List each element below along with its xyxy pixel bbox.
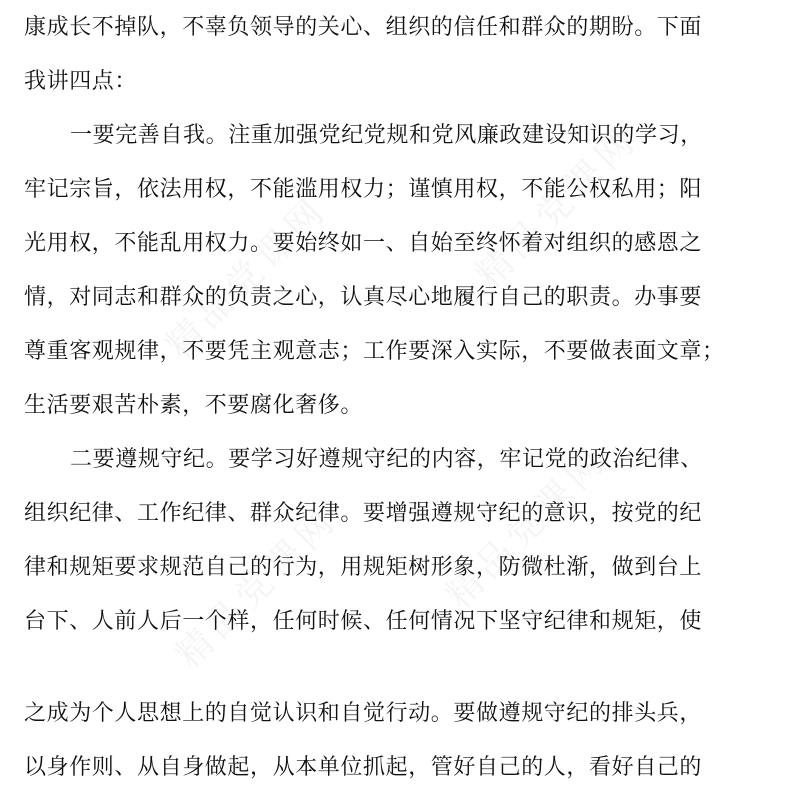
watermark: 精品党课网: [438, 438, 616, 617]
text-line: 台下、人前人后一个样，任何时候、任何情况下坚守纪律和规矩，使: [24, 609, 703, 634]
text-line: 光用权，不能乱用权力。要始终如一、自始至终怀着对组织的感恩之: [24, 231, 703, 256]
text-line: 我讲四点：: [24, 69, 138, 94]
watermark: 精品党课网: [468, 118, 646, 297]
watermark: 精品党课网: [158, 188, 336, 367]
text-line: 组织纪律、工作纪律、群众纪律。要增强遵规守纪的意识，按党的纪: [24, 501, 703, 526]
text-line: 之成为个人思想上的自觉认识和自觉行动。要做遵规守纪的排头兵，: [24, 701, 703, 726]
text-line: 以身作则、从自身做起，从本单位抓起，管好自己的人，看好自己的: [24, 755, 703, 780]
paragraph-two-first-line: 二要遵规守纪。要学习好遵规守纪的内容，牢记党的政治纪律、: [70, 447, 703, 472]
text-line: 律和规矩要求规范自己的行为，用规矩树形象，防微杜渐，做到台上: [24, 555, 703, 580]
text-line: 情，对同志和群众的负责之心，认真尽心地履行自己的职责。办事要: [24, 285, 703, 310]
watermark: 精品党课网: [168, 498, 346, 677]
paragraph-one-first-line: 一要完善自我。注重加强党纪党规和党风廉政建设知识的学习，: [70, 123, 703, 148]
text-line: 康成长不掉队，不辜负领导的关心、组织的信任和群众的期盼。下面: [24, 15, 703, 40]
text-line: 尊重客观规律，不要凭主观意志；工作要深入实际，不要做表面文章；: [24, 339, 725, 364]
text-line: 牢记宗旨，依法用权，不能滥用权力；谨慎用权，不能公权私用；阳: [24, 177, 703, 202]
text-line: 生活要艰苦朴素，不要腐化奢侈。: [24, 393, 364, 418]
